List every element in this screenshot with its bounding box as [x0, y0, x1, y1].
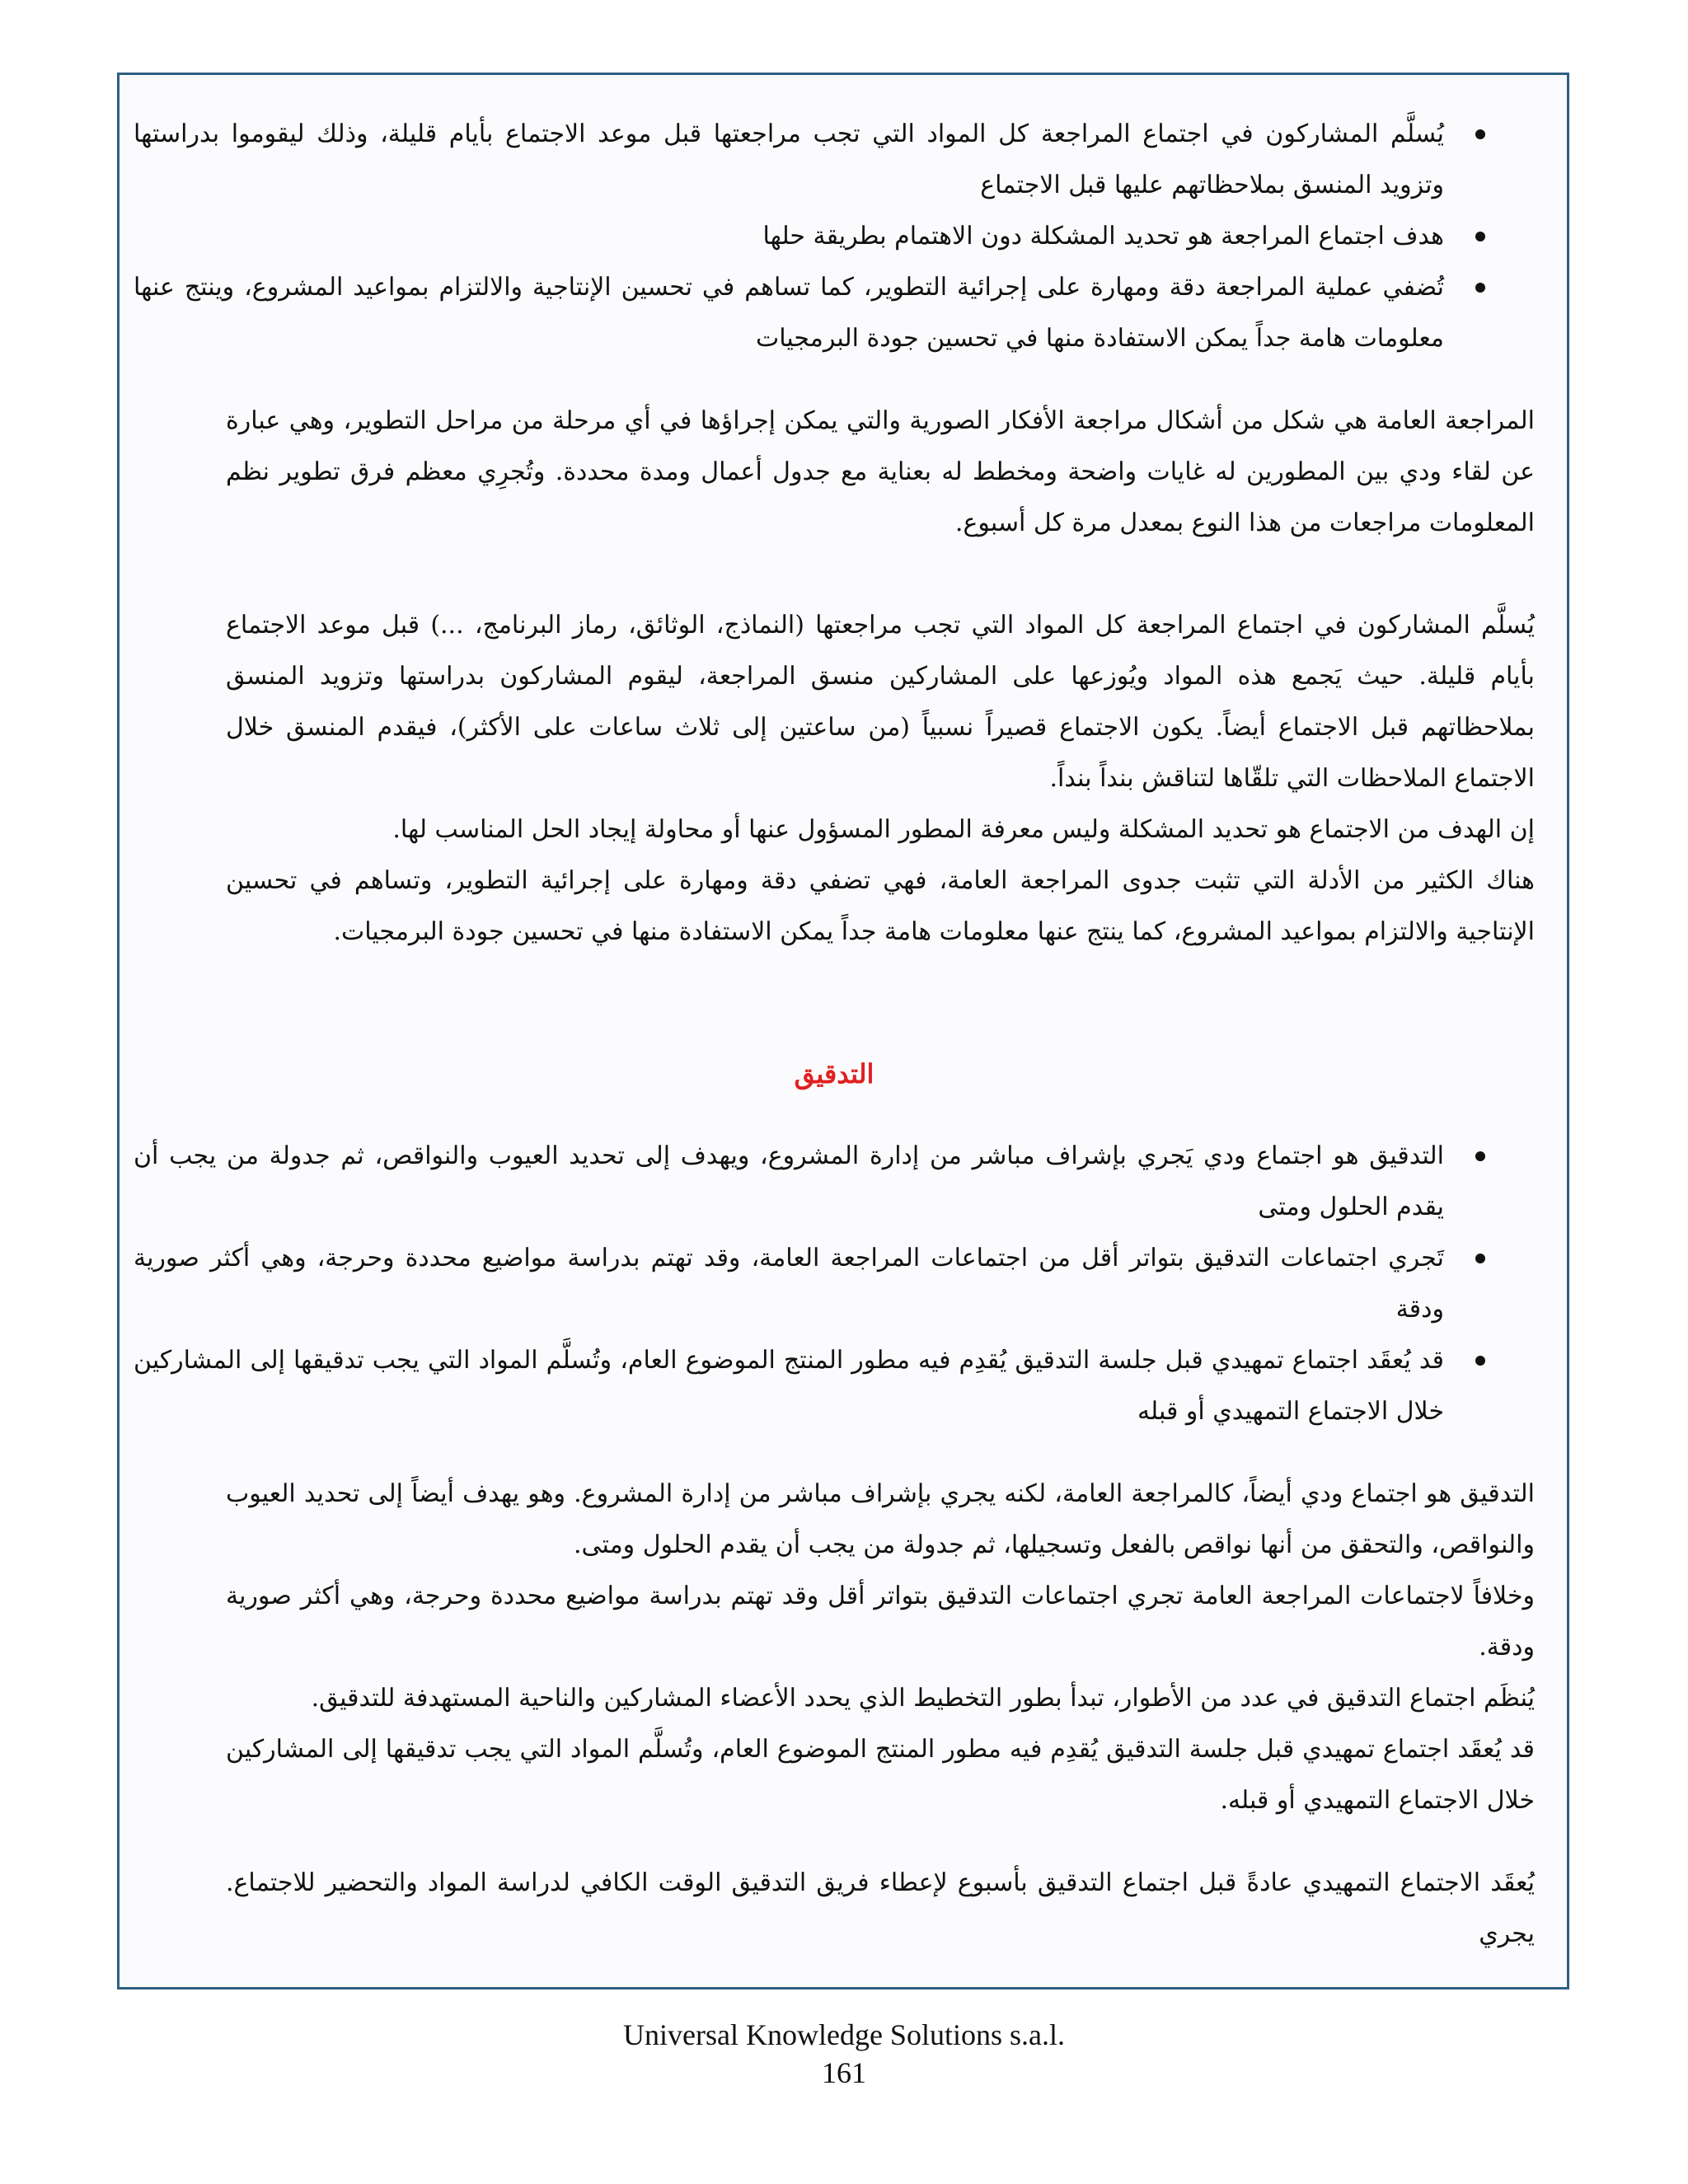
- bullet-text: تُضفي عملية المراجعة دقة ومهارة على إجرائية التطوير، كما تساهم في تحسين الإنتاجية والالتزام بمواعيد المشروع، وينتج عنها معلومات هامة جداً يمكن الاستفادة منها في تحسين جودة البرمجيات: [134, 273, 1444, 353]
- review-goal-paragraph: إن الهدف من الاجتماع هو تحديد المشكلة وليس معرفة المطور المسؤول عنها أو محاولة إيجاد الحل المناسب لها.: [392, 815, 1535, 844]
- bullet-text: هدف اجتماع المراجعة هو تحديد المشكلة دون الاهتمام بطريقة حلها: [762, 222, 1444, 251]
- inspection-paragraph: التدقيق هو اجتماع ودي أيضاً، كالمراجعة العامة، لكنه يجري بإشراف مباشر من إدارة المشروع. وهو يهدف أيضاً إلى تحديد العيوب والنواقص، والتحقق من أنها نواقص بالفعل وتسجيلها، ثم جدولة من يجب أن يقدم الحلول ومتى.: [226, 1479, 1535, 1559]
- review-intro-paragraph: المراجعة العامة هي شكل من أشكال مراجعة الأفكار الصورية والتي يمكن إجراؤها في أي مرحلة من مراحل التطوير، وهي عبارة عن لقاء ودي بين المطورين له غايات واضحة ومخطط له بعناية مع جدول أعمال ومدة محددة. وتُجرِي معظم فرق تطوير نظم المعلومات مراجعات من هذا النوع بمعدل مرة كل أسبوع.: [226, 406, 1535, 537]
- bullet-text: تَجري اجتماعات التدقيق بتواتر أقل من اجتماعات المراجعة العامة، وقد تهتم بدراسة مواضيع محددة وحرجة، وهي أكثر صورية ودقة: [134, 1244, 1444, 1324]
- list-item: [134, 109, 1535, 211]
- bullet-icon: [1475, 283, 1485, 293]
- inspection-bullet-list: [134, 1131, 1535, 1437]
- list-item: [134, 1335, 1535, 1437]
- section-heading-inspection: التدقيق: [794, 1058, 874, 1090]
- review-bullet-list: [134, 109, 1535, 364]
- list-item: [134, 1131, 1535, 1233]
- inspection-paragraph: قد يُعقَد اجتماع تمهيدي قبل جلسة التدقيق يُقدِم فيه مطور المنتج الموضوع العام، وتُسلَّم المواد التي يجب تدقيقها إلى المشاركين خلال الاجتماع التمهيدي أو قبله.: [226, 1735, 1535, 1815]
- review-benefits-paragraph: هناك الكثير من الأدلة التي تثبت جدوى المراجعة العامة، فهي تضفي دقة ومهارة على إجرائية التطوير، وتساهم في تحسين الإنتاجية والالتزام بمواعيد المشروع، كما ينتج عنها معلومات هامة جداً يمكن الاستفادة منها في تحسين جودة البرمجيات.: [226, 866, 1535, 946]
- bullet-icon: [1475, 129, 1485, 139]
- bullet-icon: [1475, 1356, 1485, 1366]
- page-content: [134, 109, 1535, 1960]
- list-item: [134, 211, 1535, 262]
- list-item: [134, 262, 1535, 364]
- bullet-text: قد يُعقَد اجتماع تمهيدي قبل جلسة التدقيق يُقدِم فيه مطور المنتج الموضوع العام، وتُسلَّم المواد التي يجب تدقيقها إلى المشاركين خلال الاجتماع التمهيدي أو قبله: [134, 1346, 1444, 1426]
- page-number: 161: [822, 2056, 866, 2089]
- bullet-text: يُسلَّم المشاركون في اجتماع المراجعة كل المواد التي تجب مراجعتها قبل موعد الاجتماع بأيام قليلة، وذلك ليقوموا بدراستها وتزويد المنسق بملاحظاتهم عليها قبل الاجتماع: [134, 120, 1444, 199]
- bullet-text: التدقيق هو اجتماع ودي يَجري بإشراف مباشر من إدارة المشروع، ويهدف إلى تحديد العيوب والنواقص، ثم جدولة من يجب أن يقدم الحلول ومتى: [134, 1141, 1444, 1221]
- bullet-icon: [1475, 1151, 1485, 1161]
- bullet-icon: [1475, 1254, 1485, 1263]
- review-details-paragraph: يُسلَّم المشاركون في اجتماع المراجعة كل المواد التي تجب مراجعتها (النماذج، الوثائق، رماز البرنامج، ...) قبل موعد الاجتماع بأيام قليلة. حيث يَجمع هذه المواد ويُوزعها على المشاركين منسق المراجعة، ليقوم المشاركون بدراستها وتزويد المنسق بملاحظاتهم قبل الاجتماع أيضاً. يكون الاجتماع قصيراً نسبياً (من ساعتين إلى ثلاث ساعات على الأكثر)، فيقدم المنسق خلال الاجتماع الملاحظات التي تلقّاها لتناقش بنداً بنداً.: [226, 611, 1535, 793]
- list-item: [134, 1233, 1535, 1335]
- inspection-paragraph: وخلافاً لاجتماعات المراجعة العامة تجري اجتماعات التدقيق بتواتر أقل وقد تهتم بدراسة مواضيع محددة وحرجة، وهي أكثر صورية ودقة.: [226, 1582, 1535, 1661]
- bullet-icon: [1475, 232, 1485, 241]
- inspection-paragraph: يُنظَم اجتماع التدقيق في عدد من الأطوار، تبدأ بطور التخطيط الذي يحدد الأعضاء المشاركين والناحية المستهدفة للتدقيق.: [311, 1684, 1535, 1713]
- footer-company: Universal Knowledge Solutions s.a.l.: [623, 2018, 1065, 2051]
- inspection-final-paragraph: يُعقَد الاجتماع التمهيدي عادةً قبل اجتماع التدقيق بأسبوع لإعطاء فريق التدقيق الوقت الكافي لدراسة المواد والتحضير للاجتماع. يجري: [226, 1868, 1535, 1948]
